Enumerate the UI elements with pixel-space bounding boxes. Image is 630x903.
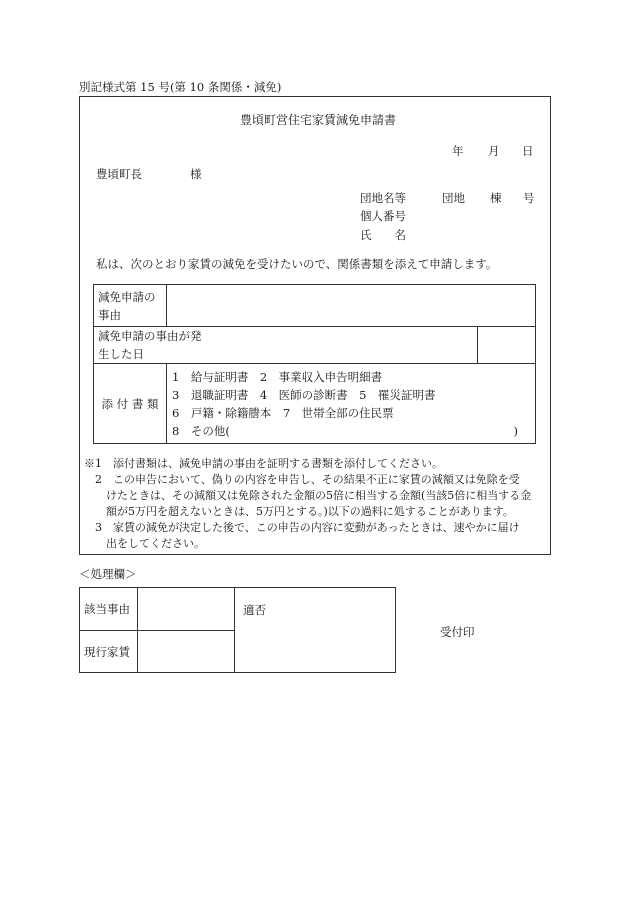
addressee-honorific: 様 [190,167,202,181]
personal-number-label: 個人番号 [360,209,406,223]
table-row [94,327,536,364]
reception-stamp-label: 受付印 [440,625,475,639]
applicable-reason-label: 該当事由 [80,588,138,631]
table-row [94,285,536,327]
current-rent-value [138,631,235,673]
table-row [80,588,396,631]
address-label: 団地名等 [360,191,406,205]
applicant-name-label: 氏 名 [360,228,406,242]
attachments-label-cell: 添 付 書 類 [94,364,167,444]
attachment-list-item: 3 退職証明書 4 医師の診断書 5 罹災証明書 [172,387,436,402]
note-line: けたときは、その減額又は免除された金額の5倍に相当する金額(当該5倍に相当する金 [84,489,532,502]
date-day: 日 [522,144,534,158]
processing-heading: ＜処理欄＞ [79,567,137,581]
attachment-list-item-other: 8 その他( ) [172,423,518,438]
notes-block [84,456,531,552]
table-row [94,364,536,444]
application-statement: 私は、次のとおり家賃の減免を受けたいので、関係書類を添えて申請します。 [96,257,498,271]
address-building: 棟 [490,191,502,205]
note-line: 2 この申告において、偽りの内容を申告し、その結果不正に家賃の減額又は免除を受 [84,473,520,486]
reason-label-cell: 減免申請の 事由 [94,285,167,327]
note-line: ※1 添付書類は、減免申請の事由を証明する書類を添付してください。 [84,457,443,470]
attachment-list-item: 6 戸籍・除籍謄本 7 世帯全部の住民票 [172,405,394,420]
note-line: 3 家賃の減免が決定した後で、この申告の内容に変動があったときは、速やかに届け [84,521,520,534]
date-year: 年 [452,144,464,158]
reason-value-cell [167,285,536,327]
occurrence-date-value-cell [477,327,535,364]
addressee-name: 豊頃町長 [96,167,142,181]
note-line: 出をしてください。 [84,537,205,550]
current-rent-label: 現行家賃 [80,631,138,673]
processing-table [79,587,396,673]
form-number-label: 別記様式第 15 号(第 10 条関係・減免) [79,80,282,94]
attachments-list-cell [167,364,536,444]
form-title: 豊頃町営住宅家賃減免申請書 [240,113,397,127]
applicable-reason-value [138,588,235,631]
decision-cell: 適否 [235,588,396,673]
application-table [93,284,536,444]
note-line: 額が5万円を超えないときは、5万円とする。)以下の過料に処することがあります。 [84,505,514,518]
occurrence-date-label-cell: 減免申請の事由が発 生した日 [94,327,478,364]
date-month: 月 [488,144,500,158]
address-danchi: 団地 [442,191,465,205]
address-unit: 号 [523,191,535,205]
attachment-list-item: 1 給与証明書 2 事業収入申告明細書 [172,369,383,384]
